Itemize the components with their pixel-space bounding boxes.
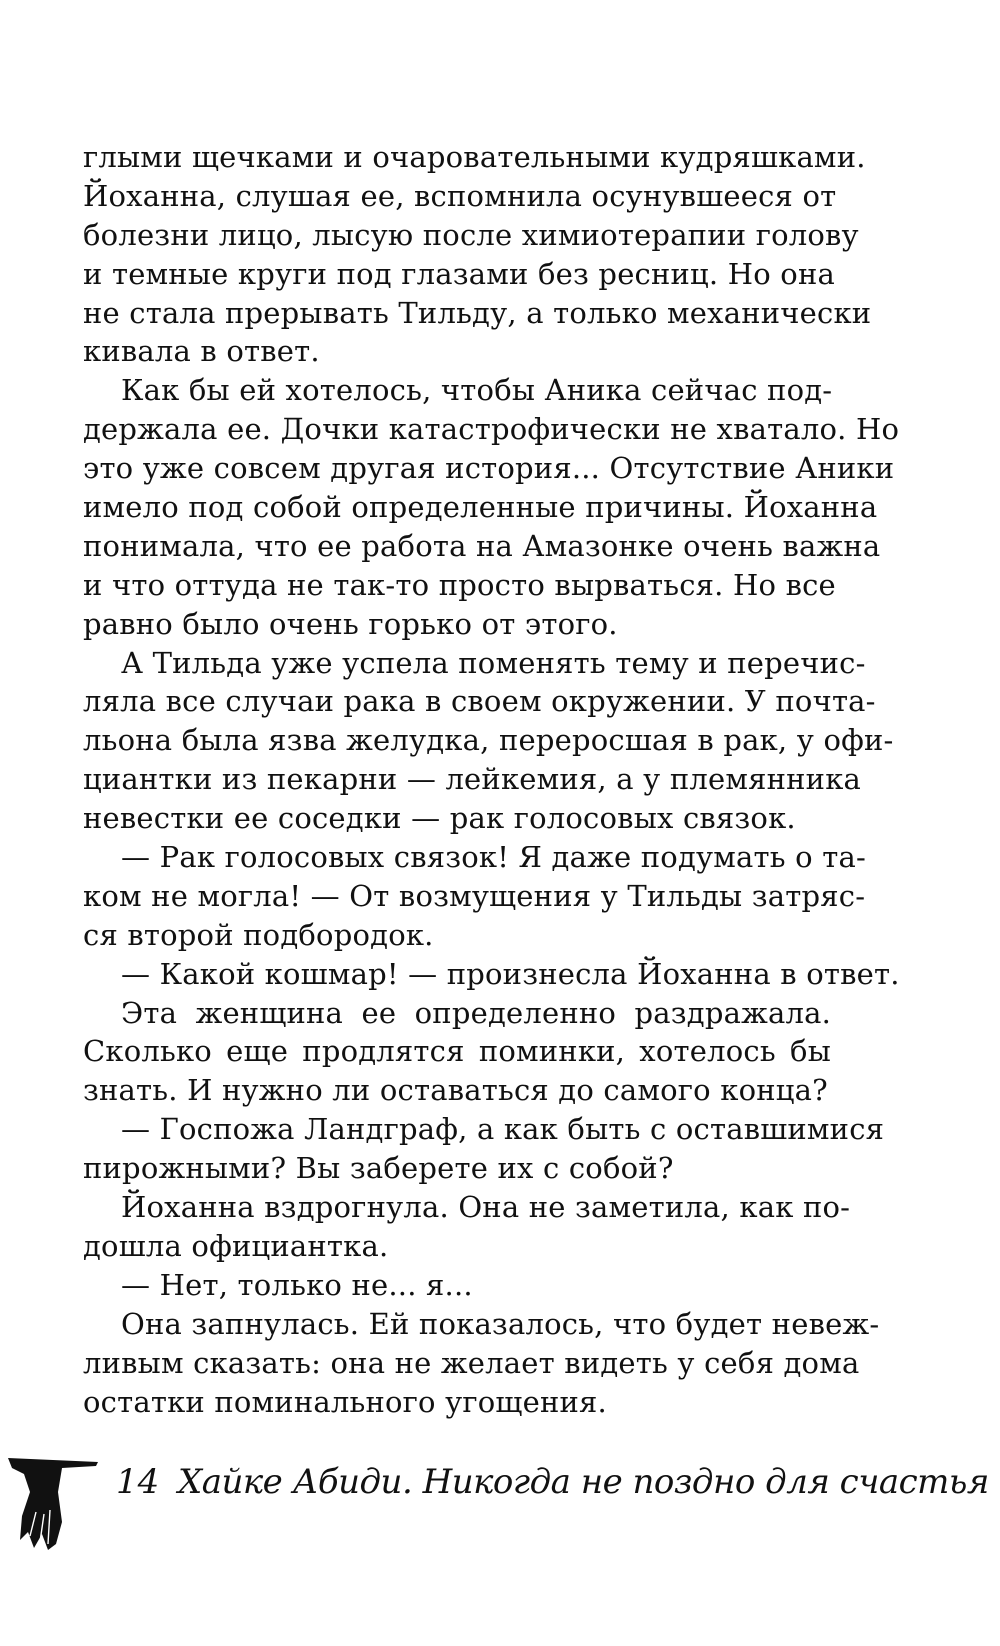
text-line: Йоханна вздрогнула. Она не заметила, как по- xyxy=(121,1190,851,1225)
text-line: дошла официантка. xyxy=(83,1228,389,1263)
text-line: Она запнулась. Ей показалось, что будет невеж- xyxy=(121,1306,880,1341)
text-line: и темные круги под глазами без ресниц. Но она xyxy=(83,256,835,291)
raven-tail-icon xyxy=(4,1452,100,1557)
text-line: Йоханна, слушая ее, вспомнила осунувшееся от xyxy=(83,178,837,213)
text-line: глыми щечками и очаровательными кудряшками. xyxy=(83,140,866,174)
text-line: — Госпожа Ландграф, а как быть с оставшимися xyxy=(121,1112,885,1147)
text-line: циантки из пекарни — лейкемия, а у племянника xyxy=(83,762,862,797)
text-line: не стала прерывать Тильду, а только механически xyxy=(83,295,872,330)
text-line: ся второй подбородок. xyxy=(83,917,434,952)
text-line: пирожными? Вы заберете их с собой? xyxy=(83,1151,674,1186)
text-line: знать. И нужно ли оставаться до самого конца? xyxy=(83,1073,828,1108)
text-line: А Тильда уже успела поменять тему и перечис- xyxy=(121,645,866,680)
text-line: — Какой кошмар! — произнесла Йоханна в ответ. xyxy=(121,956,900,991)
text-line: имело под собой определенные причины. Йоханна xyxy=(83,490,878,525)
text-line: болезни лицо, лысую после химиотерапии голову xyxy=(83,217,859,252)
text-line: ком не могла! — От возмущения у Тильды затряс- xyxy=(83,878,866,913)
text-line: держала ее. Дочки катастрофически не хватало. Но xyxy=(83,412,900,447)
text-line: ляла все случаи рака в своем окружении. У почта- xyxy=(83,684,876,719)
text-line: — Нет, только не... я... xyxy=(121,1267,473,1302)
text-line: невестки ее соседки — рак голосовых связок. xyxy=(83,801,796,836)
page-number: 14 xyxy=(116,1462,160,1502)
text-line: Эта женщина ее определенно раздражала. xyxy=(121,995,831,1030)
text-line: Как бы ей хотелось, чтобы Аника сейчас под- xyxy=(121,373,833,408)
text-line: и что оттуда не так-то просто вырваться. Но все xyxy=(83,567,836,602)
text-line: — Рак голосовых связок! Я даже подумать о та- xyxy=(121,840,866,875)
text-line: понимала, что ее работа на Амазонке очень важна xyxy=(83,528,881,563)
page-body-text xyxy=(83,138,900,1421)
text-line: остатки поминального угощения. xyxy=(83,1384,607,1419)
text-line: Сколько еще продлятся поминки, хотелось бы xyxy=(83,1034,831,1069)
text-line: ливым сказать: она не желает видеть у себя дома xyxy=(83,1345,860,1380)
page-footer xyxy=(0,1452,1000,1562)
running-title: Хайке Абиди. Никогда не поздно для счастья xyxy=(178,1462,989,1502)
text-line: это уже совсем другая история... Отсутствие Аники xyxy=(83,451,895,486)
text-line: кивала в ответ. xyxy=(83,334,320,369)
text-line: льона была язва желудка, переросшая в рак, у офи- xyxy=(83,723,894,758)
text-line: равно было очень горько от этого. xyxy=(83,606,618,641)
